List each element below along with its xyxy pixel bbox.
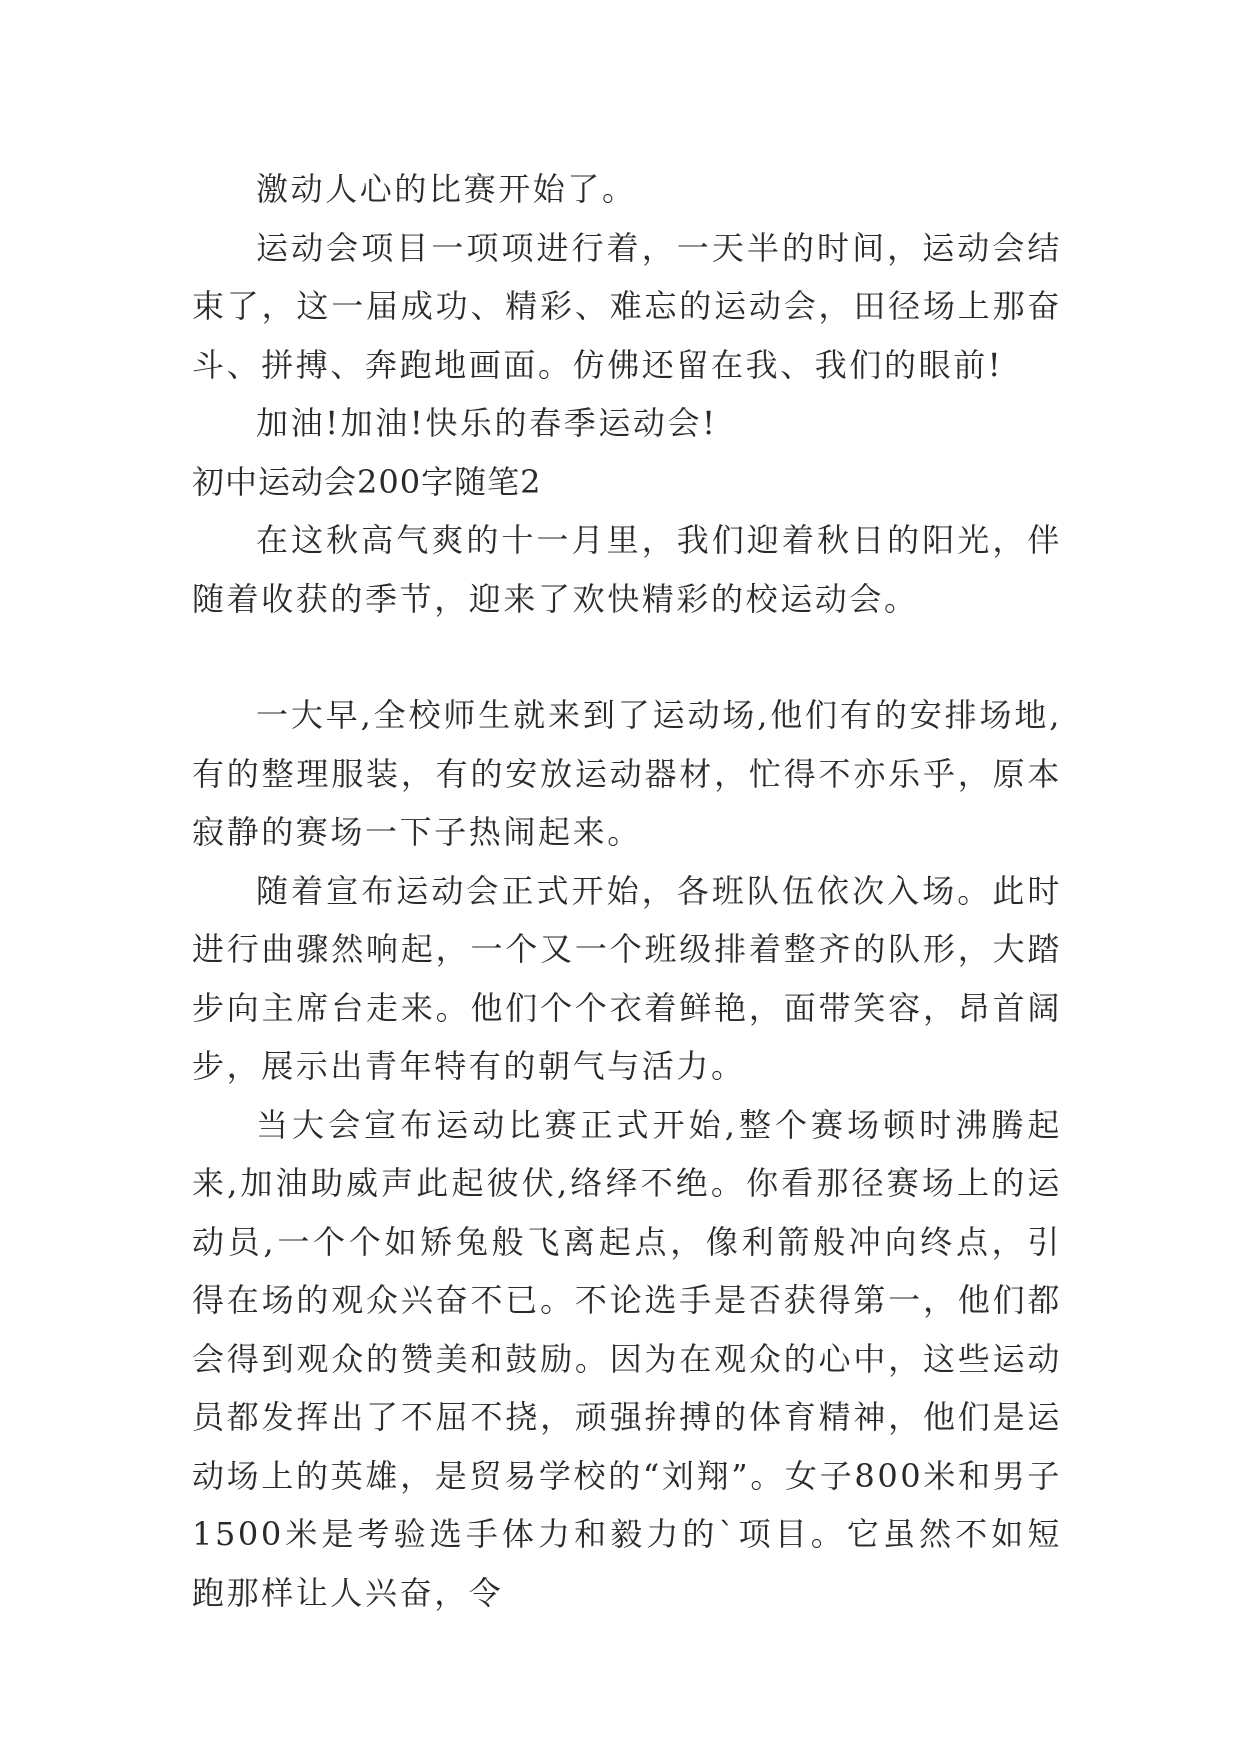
paragraph-spacer: [192, 628, 1062, 686]
intro-paragraph: 在这秋高气爽的十一月里，我们迎着秋日的阳光，伴随着收获的季节，迎来了欢快精彩的校运动会。: [192, 521, 1062, 618]
paragraph-5: 随着宣布运动会正式开始，各班队伍依次入场。此时进行曲骤然响起，一个又一个班级排着整齐的队形，大踏步向主席台走来。他们个个衣着鲜艳，面带笑容，昂首阔步，展示出青年特有的朝气与活力。: [192, 871, 1062, 1085]
document-body: [192, 160, 1062, 1622]
paragraph-3: 加油!加油!快乐的春季运动会!: [256, 404, 718, 442]
section-heading: 初中运动会200字随笔2: [192, 462, 542, 501]
paragraph-2: 运动会项目一项项进行着，一天半的时间，运动会结束了，这一届成功、精彩、难忘的运动会，田径场上那奋斗、拼搏、奔跑地画面。仿佛还留在我、我们的眼前!: [192, 228, 1062, 384]
paragraph-6: 当大会宣布运动比赛正式开始,整个赛场顿时沸腾起来,加油助威声此起彼伏,络绎不绝。你看那径赛场上的运动员,一个个如矫兔般飞离起点，像利箭般冲向终点，引得在场的观众兴奋不已。不论选手是否获得第一，他们都会得到观众的赞美和鼓励。因为在观众的心中，这些运动员都发挥出了不屈不挠，顽强拚搏的体育精神，他们是运动场上的英雄，是贸易学校的“刘翔”。女子800米和男子1500米是考验选手体力和毅力的`项目。它虽然不如短跑那样让人兴奋，令: [192, 1105, 1062, 1612]
paragraph-4: 一大早,全校师生就来到了运动场,他们有的安排场地,有的整理服装，有的安放运动器材，忙得不亦乐乎，原本寂静的赛场一下子热闹起来。: [192, 696, 1062, 851]
paragraph-1: 激动人心的比赛开始了。: [256, 170, 637, 208]
